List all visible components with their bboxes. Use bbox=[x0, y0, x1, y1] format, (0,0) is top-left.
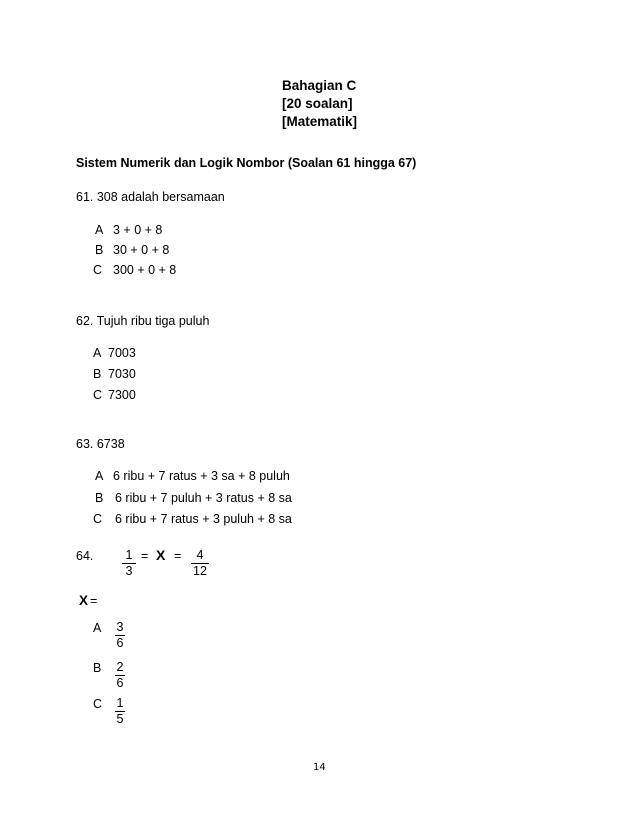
q61-option-c-letter: C bbox=[93, 263, 103, 277]
question-63-stem: 63. 6738 bbox=[76, 437, 125, 451]
q64-option-c-numerator: 1 bbox=[116, 696, 124, 710]
q61-option-b-letter: B bbox=[95, 243, 104, 257]
q64-fraction-right bbox=[191, 548, 209, 579]
q63-option-b-letter: B bbox=[95, 491, 104, 505]
q64-option-b-numerator: 2 bbox=[116, 660, 124, 674]
q61-option-a-letter: A bbox=[95, 223, 104, 237]
q64-option-c-denominator: 5 bbox=[116, 712, 124, 726]
q63-option-b-text: 6 ribu + 7 puluh + 3 ratus + 8 sa bbox=[115, 491, 292, 505]
q64-option-b-denominator: 6 bbox=[116, 676, 124, 690]
q64-answer-equals: = bbox=[90, 594, 98, 608]
q62-option-b-letter: B bbox=[93, 367, 102, 381]
q64-equals-2: = bbox=[174, 549, 182, 563]
q61-option-a-text: 3 + 0 + 8 bbox=[113, 223, 163, 237]
q62-option-c-text: 7300 bbox=[108, 388, 136, 402]
q64-fraction-left-numerator: 1 bbox=[122, 548, 136, 564]
section-header-title: Bahagian C bbox=[282, 78, 357, 93]
section-header-subject: [Matematik] bbox=[282, 114, 358, 129]
q64-option-c-fraction bbox=[115, 696, 125, 727]
q63-option-a-letter: A bbox=[95, 469, 104, 483]
question-62-stem: 62. Tujuh ribu tiga puluh bbox=[76, 314, 210, 328]
q62-option-a-text: 7003 bbox=[108, 346, 136, 360]
q64-fraction-right-numerator: 4 bbox=[191, 548, 209, 564]
q64-equals-1: = bbox=[141, 549, 149, 563]
q64-option-b-fraction bbox=[115, 660, 125, 691]
q64-unknown-x: X bbox=[156, 547, 166, 563]
q62-option-a-letter: A bbox=[93, 346, 102, 360]
q64-answer-label: X bbox=[79, 593, 89, 608]
q63-option-c-text: 6 ribu + 7 ratus + 3 puluh + 8 sa bbox=[115, 512, 292, 526]
q64-option-c-letter: C bbox=[93, 697, 103, 711]
q64-option-a-fraction bbox=[115, 620, 125, 651]
q64-fraction-right-denominator: 12 bbox=[193, 564, 207, 578]
q62-option-c-letter: C bbox=[93, 388, 103, 402]
q64-option-a-numerator: 3 bbox=[116, 620, 124, 634]
q64-option-a-letter: A bbox=[93, 621, 102, 635]
q64-option-a-denominator: 6 bbox=[116, 636, 124, 650]
q63-option-c-letter: C bbox=[93, 512, 103, 526]
q62-option-b-text: 7030 bbox=[108, 367, 136, 381]
section-header-count: [20 soalan] bbox=[282, 96, 353, 111]
q61-option-b-text: 30 + 0 + 8 bbox=[113, 243, 170, 257]
q63-option-a-text: 6 ribu + 7 ratus + 3 sa + 8 puluh bbox=[113, 469, 290, 483]
q64-option-b-letter: B bbox=[93, 661, 102, 675]
question-64-number: 64. bbox=[76, 549, 94, 563]
q64-fraction-left bbox=[122, 548, 136, 579]
page-number: 14 bbox=[313, 762, 326, 773]
q61-option-c-text: 300 + 0 + 8 bbox=[113, 263, 177, 277]
section-title: Sistem Numerik dan Logik Nombor (Soalan 61 hingga 67) bbox=[76, 156, 417, 170]
q64-fraction-left-denominator: 3 bbox=[125, 564, 133, 578]
question-61-stem: 61. 308 adalah bersamaan bbox=[76, 190, 225, 204]
